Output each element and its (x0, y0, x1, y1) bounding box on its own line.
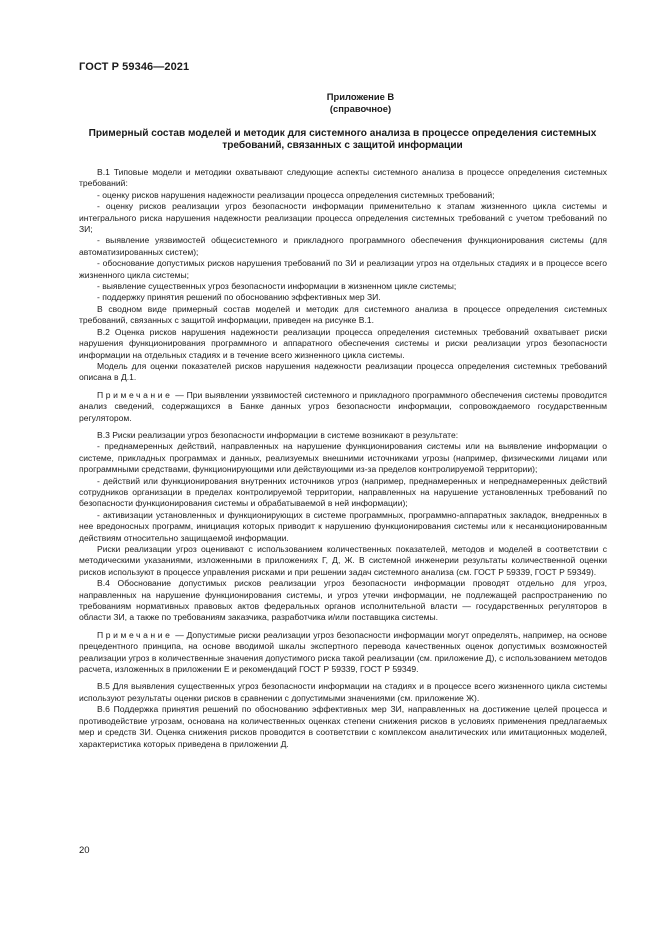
note-text: — Допустимые риски реализации угроз безопасности информации могут определять, например, на основе прецедентного принципа, на основе вводимой шкалы экспертного перевода качественных оценок допустимых возможностей реализации угроз в количественные значения допустимого риска такой реализации (см. приложение Д), с использованием методов расчета, изложенных в приложении Е и рекомендаций ГОСТ Р 59339, ГОСТ Р 59349. (79, 629, 607, 675)
paragraph: - активизации установленных и функционирующих в системе программных, программно-аппаратных закладок, внедренных в нее вредоносных программ, инициация которых приводит к нарушению функционирования системы или к несанкционированным действиям относительно защищаемой информации. (79, 509, 607, 543)
paragraph: Модель для оценки показателей рисков нарушения надежности реализации процесса определения системных требований описана в Д.1. (79, 360, 607, 383)
paragraph: В.3 Риски реализации угроз безопасности информации в системе возникают в результате: (97, 429, 459, 440)
paragraph: - оценку рисков реализации угроз безопасности информации применительно к этапам жизненного цикла системы и интегрального риска нарушения надежности реализации процесса определения системных требований с учетом требований по ЗИ; (79, 201, 607, 235)
body-text (79, 167, 607, 750)
appendix-title: Примерный состав моделей и методик для системного анализа в процессе определения системных требований, связанных с защитой информации (88, 128, 597, 152)
paragraph: В.1 Типовые модели и методики охватывают следующие аспекты системного анализа в процессе определения системных требований: (79, 167, 607, 189)
paragraph: В.4 Обоснование допустимых рисков реализации угроз безопасности информации проводят отдельно для угроз, направленных на нарушение функционирования системы, и угроз утечки информации, не подлежащей распространению по требованиям нормативных правовых актов федеральных органов исполнительной власти — государственных регуляторов в области ЗИ, а также по требованиям заказчика, разработчика и/или поставщика системы. (79, 578, 607, 623)
note-label: Примечание (97, 389, 173, 400)
note-1 (79, 390, 607, 424)
paragraph: - выявление уязвимостей общесистемного и прикладного программного обеспечения функционирования системы (для автоматизированных систем); (79, 235, 607, 257)
paragraph: - оценку рисков нарушения надежности реализации процесса определения системных требований; (97, 189, 495, 200)
paragraph: В.5 Для выявления существенных угроз безопасности информации на стадиях и в процессе всего жизненного цикла системы используют результаты оценки рисков в сравнении с допустимыми значениями (см. приложение Ж). (79, 681, 607, 703)
paragraph: В.2 Оценка рисков нарушения надежности реализации процесса определения системных требований охватывает риски нарушения функционирования программного и аппаратного обеспечения системы и риски реализации угроз безопасности информации на отдельных стадиях и в течение всего жизненного цикла системы. (79, 326, 607, 360)
note-2 (79, 630, 607, 676)
page-number: 20 (79, 845, 90, 856)
paragraph: - обоснование допустимых рисков нарушения требований по ЗИ и реализации угроз на отдельных стадиях и в процессе всего жизненного цикла системы; (79, 258, 607, 280)
appendix-kind: (справочное) (329, 102, 392, 114)
paragraph: - преднамеренных действий, направленных на нарушение функционирования системы или на выявление информации о системе, прикладных программах и данных, реализуемых внешними источниками угрозы (например, физическими лицами или программными средствами, функционирующими или действующими из-за пределов контролируемой территории); (79, 441, 607, 475)
paragraph: В сводном виде примерный состав моделей и методик для системного анализа в процессе определения системных требований, связанных с защитой информации, приведен на рисунке В.1. (79, 303, 607, 326)
appendix-label: Приложение В (326, 91, 395, 102)
paragraph: - выявление существенных угроз безопасности информации в жизненном цикле системы; (97, 281, 457, 292)
paragraph: - действий или функционирования внутренних источников угроз (например, преднамеренных и непреднамеренных действий сотрудников организации в пределах контролируемой территории, направленных на нарушение установленных требований по безопасности функционирования системы и обрабатываемой в ней информации); (79, 475, 607, 509)
paragraph: Риски реализации угроз оценивают с использованием количественных показателей, методов и моделей в соответствии с методическими указаниями, изложенными в приложениях Г, Д, Ж. В системной инженерии результаты количественной оценки рисков используют в процессе управления рисками и при решении задач системного анализа (см. ГОСТ Р 59339, ГОСТ Р 59349). (79, 544, 607, 577)
paragraph: В.6 Поддержка принятия решений по обоснованию эффективных мер ЗИ, направленных на достижение целей процесса и противодействие угрозам, основана на количественных оценках степени снижения рисков в условиях применения предлагаемых мер и средств ЗИ. Оценка снижения рисков проводится в соответствии с комплексом аналитических или имитационных моделей, характеристика которых приведена в приложении Д. (79, 704, 607, 749)
note-text: — При выявлении уязвимостей системного и прикладного программного обеспечения системы проводится анализ сведений, содержащихся в Банке данных угроз безопасности информации, сопровождаемого государственным регулятором. (79, 389, 607, 423)
appendix-heading (0, 91, 661, 114)
note-label: Примечание (97, 629, 173, 640)
document-code: ГОСТ Р 59346—2021 (79, 61, 190, 73)
paragraph: - поддержку принятия решений по обоснованию эффективных мер ЗИ. (97, 292, 381, 303)
